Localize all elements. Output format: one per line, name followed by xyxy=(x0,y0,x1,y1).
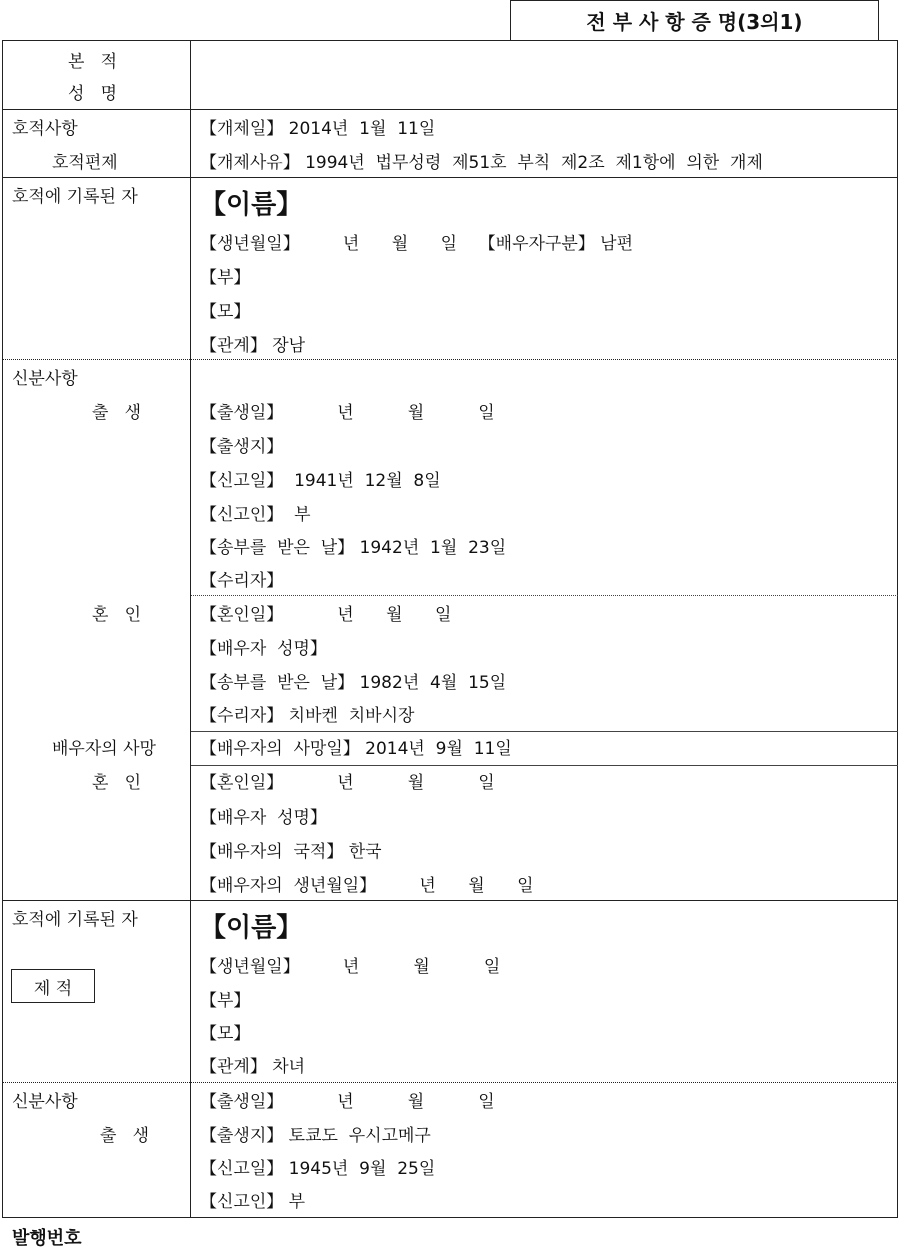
spouse2-name: 【배우자 성명】 xyxy=(200,808,327,828)
label-hojeok-pyeonje: 호적편제 xyxy=(52,153,118,173)
spouse-death-date: 【배우자의 사망일】 2014년 9월 11일 xyxy=(200,739,512,759)
row-divider xyxy=(2,177,898,178)
marriage-date: 【혼인일】 년 월 일 xyxy=(200,605,452,625)
receiver: 【수리자】 xyxy=(200,571,284,591)
label-spouse-death: 배우자의 사망 xyxy=(52,739,156,759)
received-date: 【송부를 받은 날】 1942년 1월 23일 xyxy=(200,538,507,558)
person-relation: 【관계】 장남 xyxy=(200,336,306,356)
birth-date: 【출생일】 년 월 일 xyxy=(200,1092,495,1112)
person-relation: 【관계】 차녀 xyxy=(200,1057,306,1077)
sub-divider xyxy=(191,765,898,766)
sub-divider xyxy=(191,595,898,596)
label-jejeok: 제 적 xyxy=(33,978,73,999)
row-divider xyxy=(2,109,898,110)
person-birth: 【생년월일】 년 월 일 xyxy=(200,957,501,977)
label-recorded-person: 호적에 기록된 자 xyxy=(12,187,138,207)
record-table xyxy=(2,40,898,1218)
report-date: 【신고일】 1941년 12월 8일 xyxy=(200,471,441,491)
reporter: 【신고인】 부 xyxy=(200,1192,306,1212)
spouse2-nationality: 【배우자의 국적】 한국 xyxy=(200,842,382,862)
label-name: 성 명 xyxy=(68,84,118,104)
label-sinbun-sahang: 신분사항 xyxy=(12,1092,78,1112)
reform-date: 【개제일】 2014년 1월 11일 xyxy=(200,119,436,139)
person-mother: 【모】 xyxy=(200,302,251,322)
label-marriage: 혼 인 xyxy=(92,773,142,793)
person-name: 【이름】 xyxy=(200,913,303,943)
spouse2-birth: 【배우자의 생년월일】 년 월 일 xyxy=(200,876,534,896)
person-father: 【부】 xyxy=(200,268,251,288)
label-marriage: 혼 인 xyxy=(92,605,142,625)
document-title: 전 부 사 항 증 명(3의1) xyxy=(510,0,879,40)
row-divider xyxy=(2,900,898,901)
issue-number-label: 발행번호 xyxy=(12,1228,82,1249)
label-birth: 출 생 xyxy=(92,403,142,423)
person-name: 【이름】 xyxy=(200,190,303,220)
birth-place: 【출생지】 xyxy=(200,437,284,457)
row-divider xyxy=(2,359,898,360)
person-mother: 【모】 xyxy=(200,1024,251,1044)
reform-reason: 【개제사유】 1994년 법무성령 제51호 부칙 제2조 제1항에 의한 개제 xyxy=(200,153,763,173)
person-father: 【부】 xyxy=(200,991,251,1011)
marriage-received-date: 【송부를 받은 날】 1982년 4월 15일 xyxy=(200,673,507,693)
birth-place: 【출생지】 토쿄도 우시고메구 xyxy=(200,1126,431,1146)
label-birth: 출 생 xyxy=(100,1126,150,1146)
label-sinbun-sahang: 신분사항 xyxy=(12,369,78,389)
label-hojeok-sahang: 호적사항 xyxy=(12,119,78,139)
birth-date: 【출생일】 년 월 일 xyxy=(200,403,495,423)
column-divider xyxy=(190,40,191,1218)
label-bonjeok: 본 적 xyxy=(68,52,118,72)
marriage2-date: 【혼인일】 년 월 일 xyxy=(200,773,495,793)
person-birth: 【생년월일】 년 월 일 【배우자구분】 남편 xyxy=(200,234,634,254)
reporter: 【신고인】 부 xyxy=(200,505,311,525)
removed-stamp-box xyxy=(11,969,95,1003)
sub-divider xyxy=(191,731,898,732)
report-date: 【신고일】 1945년 9월 25일 xyxy=(200,1159,436,1179)
spouse-name: 【배우자 성명】 xyxy=(200,639,327,659)
label-recorded-person: 호적에 기록된 자 xyxy=(12,910,138,930)
marriage-receiver: 【수리자】 치바켄 치바시장 xyxy=(200,706,415,726)
row-divider xyxy=(2,1082,898,1083)
